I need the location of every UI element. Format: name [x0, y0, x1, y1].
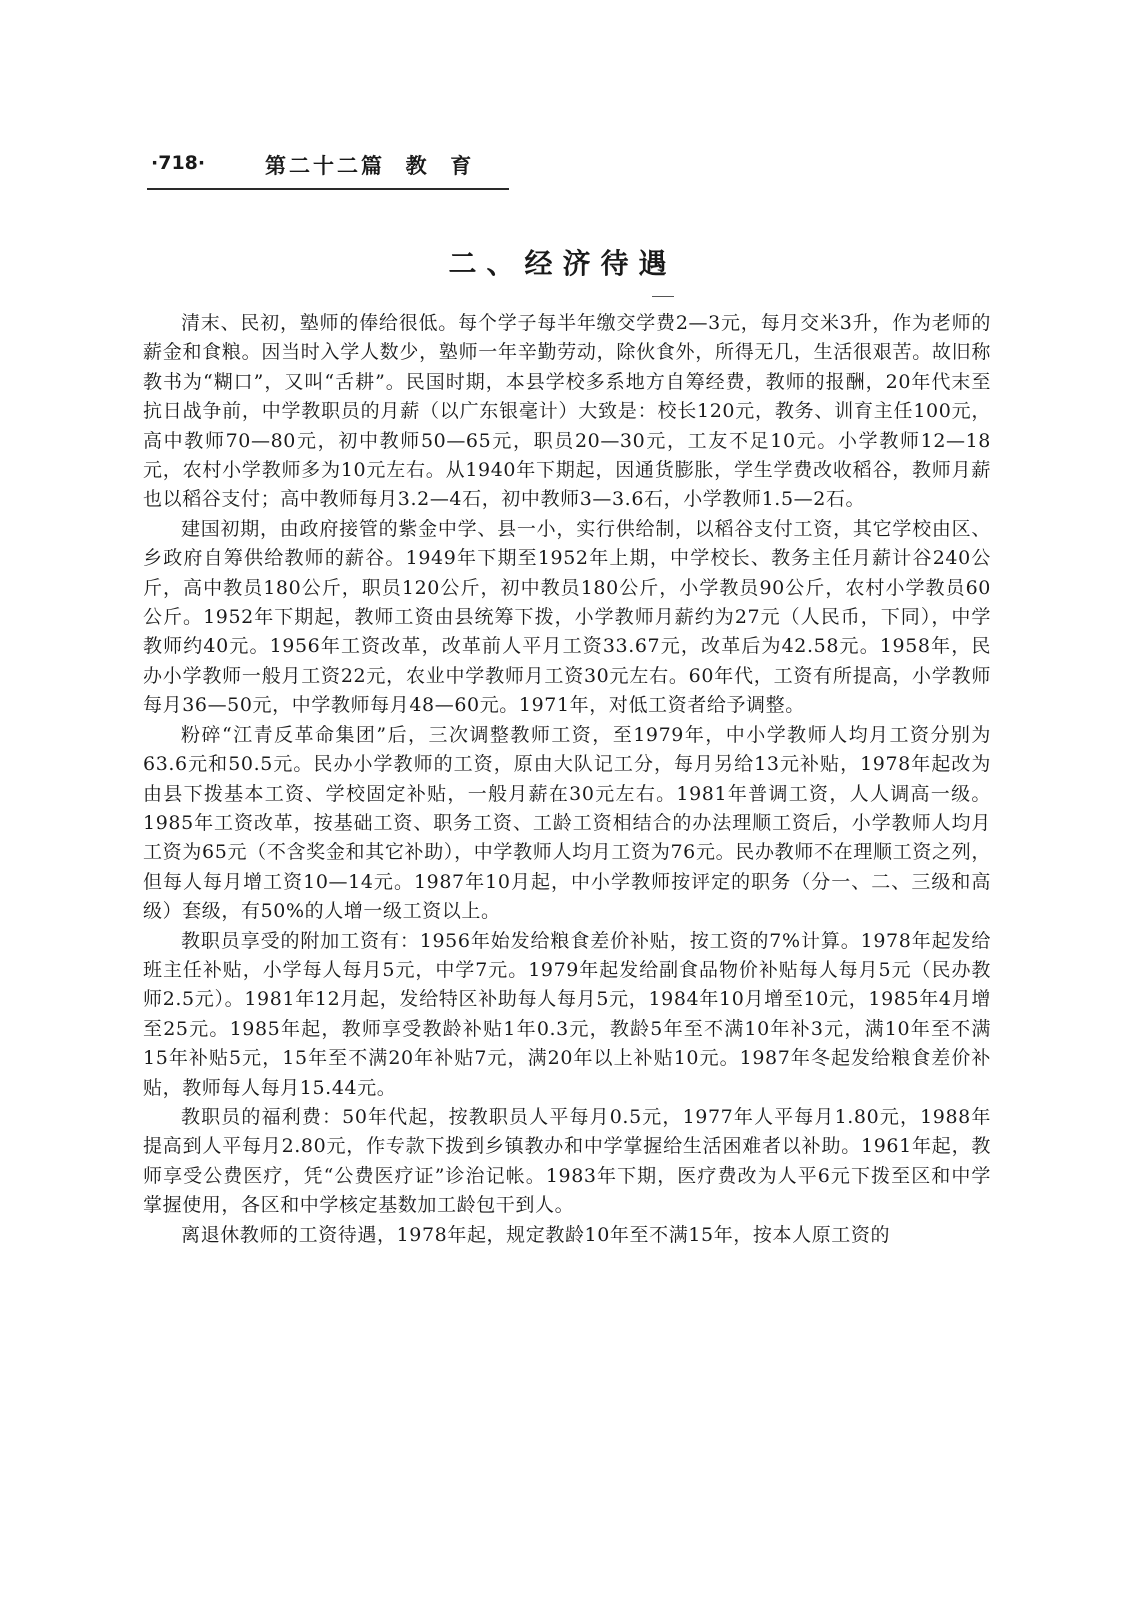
paragraph-4: 教职员享受的附加工资有：1956年始发给粮食差价补贴，按工资的7%计算。1978年起发给班主任补贴，小学每人每月5元，中学7元。1979年起发给副食品物价补贴每人每月5元（民办教师2.5元）。1981年12月起，发给特区补助每人每月5元，1984年10月增至10元，1985年4月增至25元。1985年起，教师享受教龄补贴1年0.3元，教龄5年至不满10年补3元，满10年至不满15年补贴5元，15年至不满20年补贴7元，满20年以上补贴10元。1987年冬起发给粮食差价补贴，教师每人每月15.44元。 — [143, 929, 991, 1099]
page-number: ·718· — [151, 152, 206, 174]
paragraph-3: 粉碎“江青反革命集团”后，三次调整教师工资，至1979年，中小学教师人均月工资分别为63.6元和50.5元。民办小学教师的工资，原由大队记工分，每月另给13元补贴，1978年起改为由县下拨基本工资、学校固定补贴，一般月薪在30元左右。1981年普调工资，人人调高一级。1985年工资改革，按基础工资、职务工资、工龄工资相结合的办法理顺工资后，小学教师人均月工资为65元（不含奖金和其它补助），中学教师人均月工资为76元。民办教师不在理顺工资之列，但每人每月增工资10—14元。1987年10月起，中小学教师按评定的职务（分一、二、三级和高级）套级，有50%的人增一级工资以上。 — [143, 723, 991, 923]
section-title: 二、经济待遇 — [448, 247, 677, 280]
paragraph-1: 清末、民初，塾师的俸给很低。每个学子每半年缴交学费2—3元，每月交米3升，作为老师的薪金和食粮。因当时入学人数少，塾师一年辛勤劳动，除伙食外，所得无几，生活很艰苦。故旧称教书为“糊口”，又叫“舌耕”。民国时期，本县学校多系地方自筹经费，教师的报酬，20年代末至抗日战争前，中学教职员的月薪（以广东银毫计）大致是：校长120元，教务、训育主任100元，高中教师70—80元，初中教师50—65元，职员20—30元，工友不足10元。小学教师12—18元，农村小学教师多为10元左右。从1940年下期起，因通货膨胀，学生学费改收稻谷，教师月薪也以稻谷支付；高中教师每月3.2—4石，初中教师3—3.6石，小学教师1.5—2石。 — [143, 312, 991, 511]
paragraph-2: 建国初期，由政府接管的紫金中学、县一小，实行供给制，以稻谷支付工资，其它学校由区、乡政府自筹供给教师的薪谷。1949年下期至1952年上期，中学校长、教务主任月薪计谷240公斤，高中教员180公斤，职员120公斤，初中教员180公斤，小学教员90公斤，农村小学教员60公斤。1952年下期起，教师工资由县统筹下拨，小学教师月薪约为27元（人民币，下同），中学教师约40元。1956年工资改革，改革前人平月工资33.67元，改革后为42.58元。1958年，民办小学教师一般月工资22元，农业中学教师月工资30元左右。60年代，工资有所提高，小学教师每月36—50元，中学教师每月48—60元。1971年，对低工资者给予调整。 — [143, 517, 991, 717]
paragraph-6: 离退休教师的工资待遇，1978年起，规定教龄10年至不满15年，按本人原工资的 — [181, 1223, 891, 1246]
title-underline-mark — [652, 296, 674, 297]
body-text — [143, 309, 991, 1250]
paragraph-5: 教职员的福利费：50年代起，按教职员人平每月0.5元，1977年人平每月1.80元，1988年提高到人平每月2.80元，作专款下拨到乡镇教办和中学掌握给生活困难者以补助。1961年起，教师享受公费医疗，凭“公费医疗证”诊治记帐。1983年下期，医疗费改为人平6元下拨至区和中学掌握使用，各区和中学核定基数加工龄包干到人。 — [143, 1105, 991, 1217]
part-title: 第二十二篇 教 育 — [265, 154, 475, 178]
running-header — [147, 148, 509, 190]
